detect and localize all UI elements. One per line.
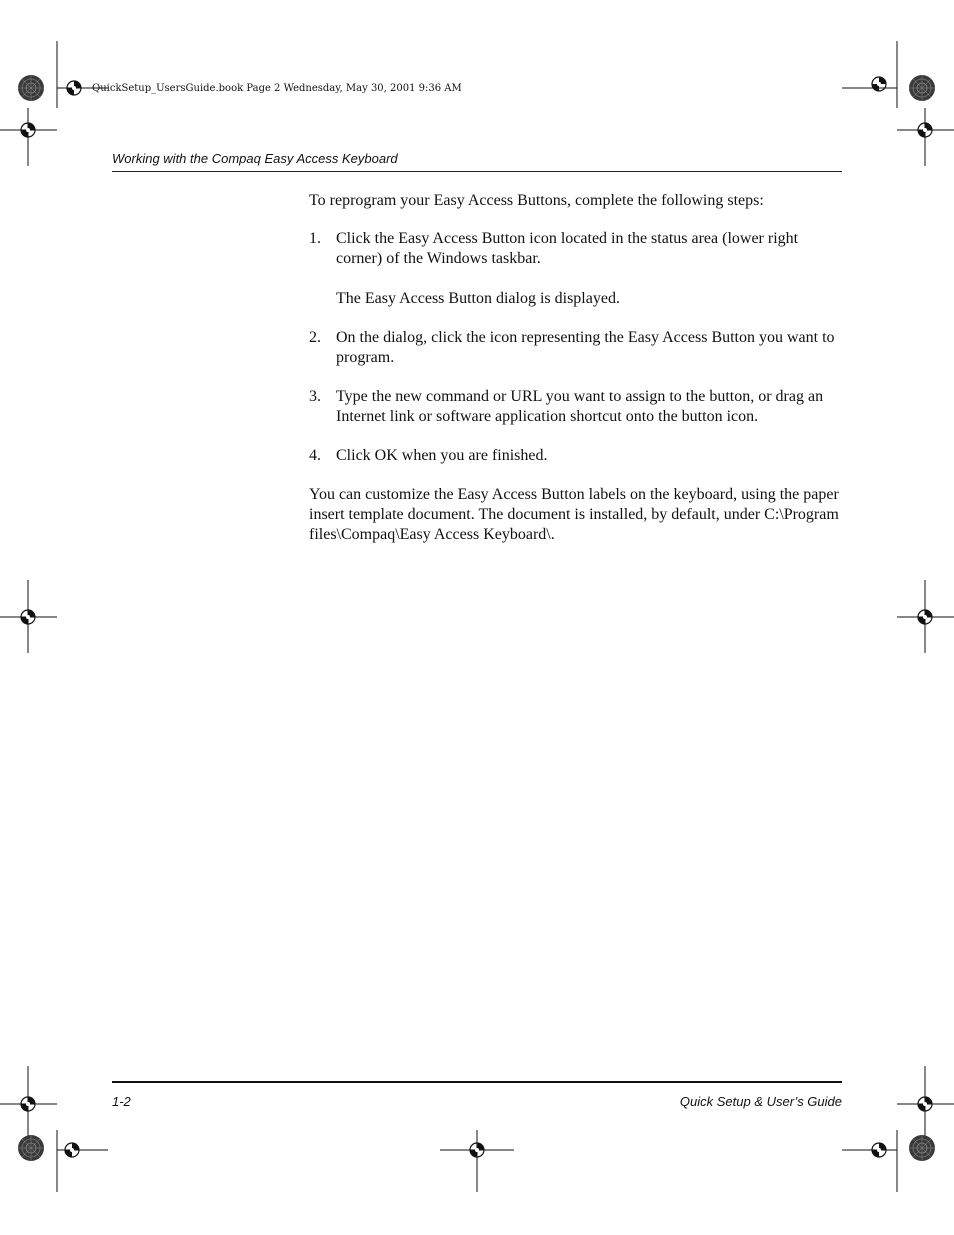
step-item	[309, 328, 844, 368]
registration-mark-top-left	[67, 81, 81, 95]
header-rule	[112, 171, 842, 172]
crop-mark-bottom-left	[0, 1066, 108, 1192]
step-text: Click OK when you are finished.	[336, 447, 548, 464]
step-item	[309, 387, 844, 427]
registration-mark-bottom-right-lower	[872, 1143, 886, 1157]
crop-mark-bottom-center	[440, 1130, 514, 1192]
registration-mark-bottom-left-lower	[65, 1143, 79, 1157]
registration-mark-right-middle	[918, 610, 932, 624]
file-slug: QuickSetup_UsersGuide.book Page 2 Wednesday, May 30, 2001 9:36 AM	[92, 83, 462, 94]
crop-mark-top-left	[0, 41, 108, 166]
running-header: Working with the Compaq Easy Access Keyboard	[112, 151, 398, 166]
step-number: 4.	[309, 447, 321, 464]
registration-mark-bottom-right	[918, 1097, 932, 1111]
color-target-bottom-left	[18, 1135, 44, 1161]
step-number: 3.	[309, 388, 321, 405]
color-target-top-right	[909, 75, 935, 101]
registration-mark-bottom-left	[21, 1097, 35, 1111]
registration-mark-bottom-center	[470, 1143, 484, 1157]
color-target-top-left	[18, 75, 44, 101]
step-item	[309, 229, 844, 309]
step-result: The Easy Access Button dialog is displayed.	[336, 290, 620, 307]
body-content	[309, 191, 844, 545]
step-item	[309, 446, 844, 466]
color-target-bottom-right	[909, 1135, 935, 1161]
step-text: Type the new command or URL you want to assign to the button, or drag an Internet link or software application shortcut onto the button icon.	[336, 388, 824, 425]
crop-mark-bottom-right	[842, 1066, 954, 1192]
step-text: On the dialog, click the icon representing the Easy Access Button you want to program.	[336, 329, 835, 366]
book-title: Quick Setup & User’s Guide	[679, 1094, 842, 1109]
page-number: 1-2	[112, 1094, 131, 1109]
step-number: 1.	[309, 230, 321, 247]
registration-mark-top-right	[872, 77, 886, 91]
step-text: Click the Easy Access Button icon located in the status area (lower right corner) of the Windows taskbar.	[336, 230, 799, 267]
registration-mark-left-middle	[21, 610, 35, 624]
footer-rule	[112, 1081, 842, 1083]
closing-paragraph: You can customize the Easy Access Button labels on the keyboard, using the paper insert template document. The document is installed, by default, under C:\Program files\Compaq\Easy Access Keyboard\.	[309, 486, 839, 543]
registration-mark-top-left-lower	[21, 123, 35, 137]
registration-mark-top-right-lower	[918, 123, 932, 137]
intro-paragraph: To reprogram your Easy Access Buttons, complete the following steps:	[309, 192, 764, 209]
step-number: 2.	[309, 329, 321, 346]
crop-mark-middle	[0, 580, 954, 653]
crop-mark-top-right	[842, 41, 954, 166]
